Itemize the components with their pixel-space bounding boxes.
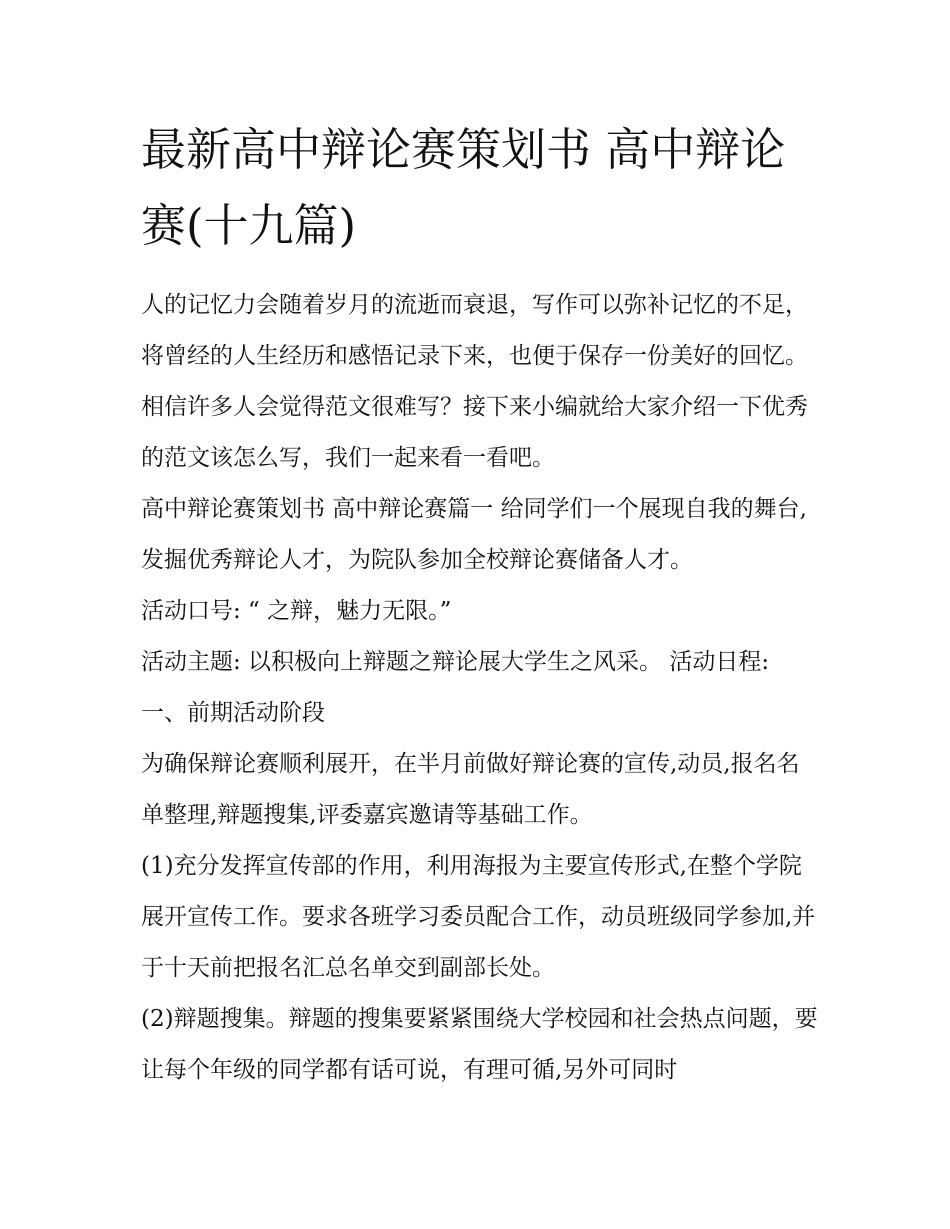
- document-title: 最新高中辩论赛策划书 高中辩论赛(十九篇): [141, 123, 786, 252]
- document-body: [141, 280, 821, 1096]
- paragraph-theme-schedule: 活动主题: 以积极向上辩题之辩论展大学生之风采。 活动日程: 一、前期活动阶段: [141, 649, 770, 726]
- paragraph-topic-collection: (2)辩题搜集。辩题的搜集要紧紧围绕大学校园和社会热点问题，要让每个年级的同学都有话可说，有理可循,另外可同时: [141, 1006, 818, 1083]
- paragraph-purpose: 高中辩论赛策划书 高中辩论赛篇一 给同学们一个展现自我的舞台,发掘优秀辩论人才，为院队参加全校辩论赛储备人才。: [141, 496, 807, 573]
- paragraph-preparation: 为确保辩论赛顺利展开，在半月前做好辩论赛的宣传,动员,报名名单整理,辩题搜集,评委嘉宾邀请等基础工作。: [141, 751, 800, 828]
- paragraph-intro: 人的记忆力会随着岁月的流逝而衰退，写作可以弥补记忆的不足，将曾经的人生经历和感悟记录下来，也便于保存一份美好的回忆。相信许多人会觉得范文很难写？接下来小编就给大家介绍一下优秀的范文该怎么写，我们一起来看一看吧。: [141, 292, 808, 471]
- paragraph-slogan: 活动口号: “ 之辩，魅力无限。”: [141, 598, 452, 624]
- paragraph-publicity: (1)充分发挥宣传部的作用，利用海报为主要宣传形式,在整个学院展开宣传工作。要求各班学习委员配合工作，动员班级同学参加,并于十天前把报名汇总名单交到副部长处。: [141, 853, 816, 981]
